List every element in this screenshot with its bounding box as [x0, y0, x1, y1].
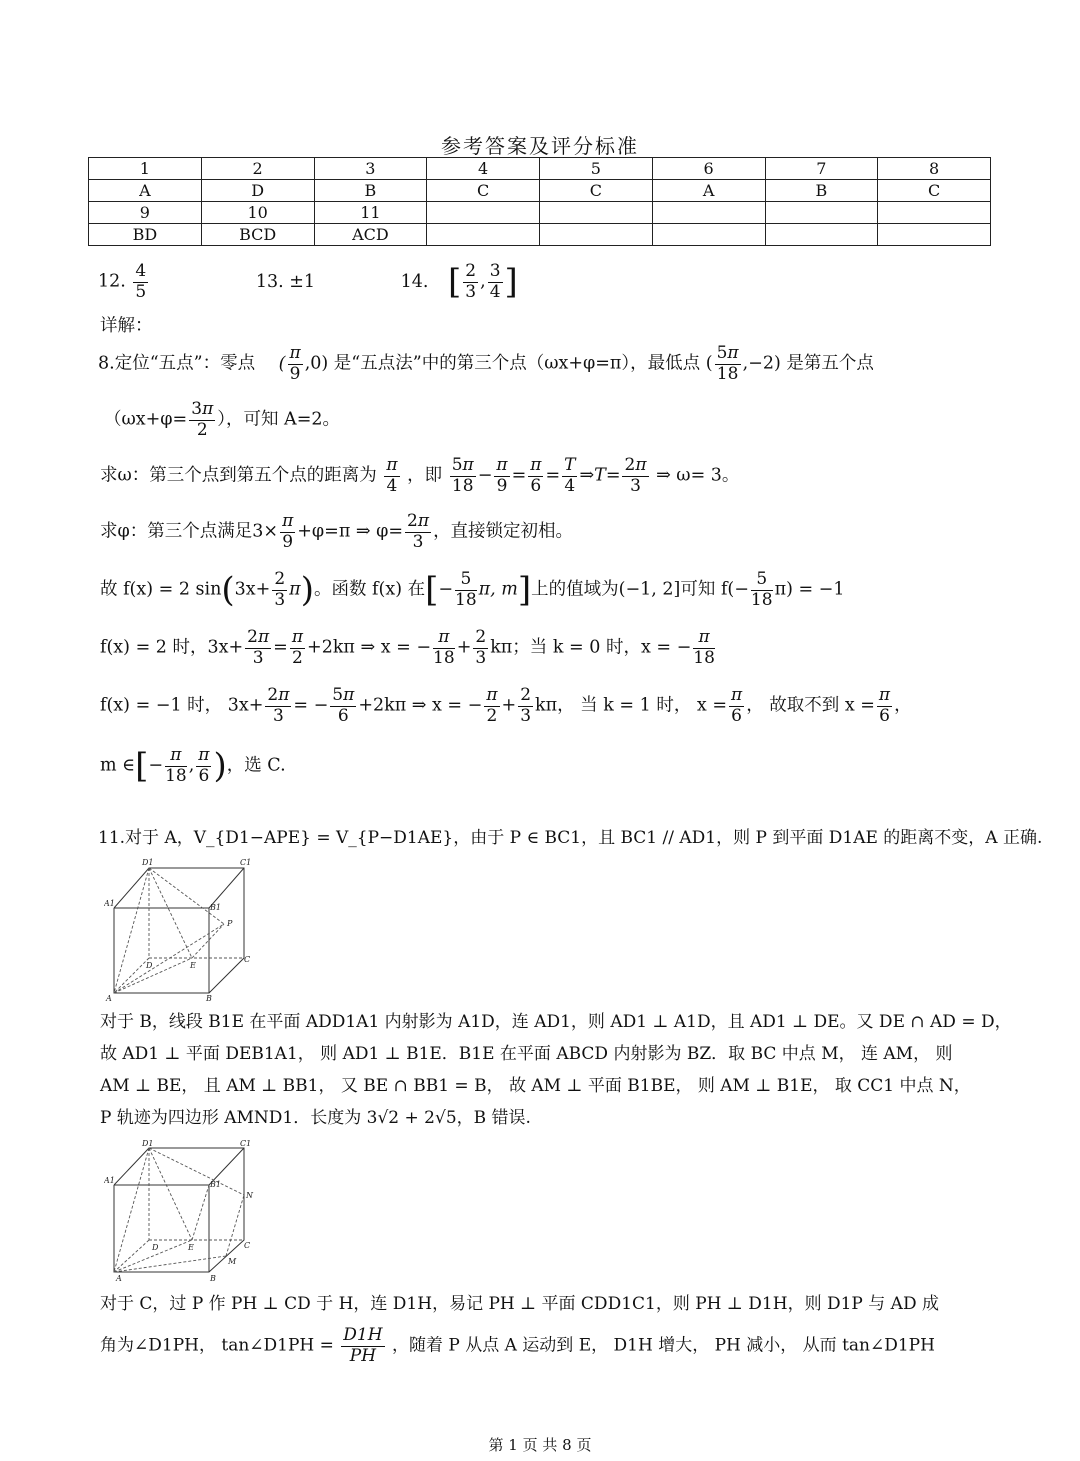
- fig-label: A1: [104, 899, 115, 908]
- fig-label: M: [228, 1257, 237, 1266]
- fig-label: C1: [240, 858, 252, 867]
- table-cell: D: [201, 180, 314, 202]
- table-cell: C: [878, 180, 991, 202]
- q8-line-7: f(x) = −1 时， 3x+ $\frac{2\pi}{3}$ = − $\frac{5\pi}{6}$ +2kπ ⇒ x = − $\frac{\pi}{2}$ + $\frac{2}{3}$ kπ， 当 k = 1 时， x = $\frac{\pi}{6}$ ， 故取不到 x = $\frac{\pi}{6}$ ，: [100, 685, 912, 726]
- frac-num: D1H: [343, 1325, 383, 1345]
- fig-label: C: [244, 1241, 251, 1250]
- q14-a-den: 3: [465, 281, 477, 302]
- q8-line-6: f(x) = 2 时，3x+ $\frac{2\pi}{3}$ = $\frac{\pi}{2}$ +2kπ ⇒ x = − $\frac{\pi}{18}$ + $\frac{2}{3}$ kπ；当 k = 0 时，x = − $\frac{\pi}{18}$: [100, 627, 715, 668]
- fig-label: B1: [210, 903, 221, 912]
- fig-label: B: [206, 994, 212, 1003]
- fig-label: A: [106, 994, 112, 1003]
- fig-label: B: [210, 1274, 216, 1283]
- q14-frac-a: [463, 262, 478, 302]
- q8-text: ， 故取不到 x =: [746, 695, 875, 716]
- table-cell: 5: [540, 158, 653, 180]
- table-cell: 10: [201, 202, 314, 224]
- table-cell: 8: [878, 158, 991, 180]
- q11-b-line-3: AM ⊥ BE， 且 AM ⊥ BB1， 又 BE ∩ BB1 = B， 故 AM ⊥ 平面 B1BE， 则 AM ⊥ B1E， 取 CC1 中点 N，: [100, 1076, 971, 1096]
- q8-text: 故 f(x) = 2 sin: [100, 579, 222, 600]
- q8-text: 是第五个点: [786, 353, 874, 374]
- q8-text: 。函数 f(x) 在: [313, 579, 426, 600]
- q11-c-line-1: 对于 C，过 P 作 PH ⊥ CD 于 H，连 D1H，易记 PH ⊥ 平面 CDD1C1，则 PH ⊥ D1H，则 D1P 与 AD 成: [100, 1294, 939, 1314]
- q8-text: ），可知 A=2。: [217, 409, 340, 430]
- q8-text: f(x) = 2 时，3x+: [100, 637, 244, 658]
- table-cell: [878, 224, 991, 246]
- q8-text: = −: [293, 695, 329, 716]
- table-cell: C: [540, 180, 653, 202]
- table-cell: 4: [427, 158, 540, 180]
- detail-label: 详解：: [100, 316, 153, 336]
- q14-b-den: 4: [489, 281, 501, 302]
- table-row: [89, 158, 991, 180]
- q8-text: kπ；当 k = 0 时，x = −: [490, 637, 692, 658]
- fig-label: C: [244, 955, 251, 964]
- q11-c-text: 角为∠D1PH， tan∠D1PH =: [100, 1335, 334, 1356]
- table-cell: 2: [201, 158, 314, 180]
- q8-text: ，直接锁定初相。: [433, 521, 574, 542]
- q8-text: ⇒ ω= 3。: [656, 465, 740, 486]
- table-cell: 9: [89, 202, 202, 224]
- table-cell: [427, 202, 540, 224]
- q8-text: 求ω：第三个点到第五个点的距离为: [100, 465, 377, 486]
- fig-label: P: [227, 919, 233, 928]
- q8-text: 求φ：第三个点满足3×: [100, 521, 279, 542]
- q12-fraction: [133, 262, 148, 302]
- q8-text: +2kπ ⇒ x = −: [307, 637, 432, 658]
- page-title: 参考答案及评分标准: [441, 134, 639, 158]
- table-cell: 7: [765, 158, 878, 180]
- table-row: [89, 224, 991, 246]
- fig-label: E: [190, 961, 196, 970]
- cube-figure-2: [104, 1140, 254, 1285]
- fig-label: C1: [240, 1140, 252, 1148]
- fig-label: A1: [104, 1176, 115, 1185]
- table-cell: [540, 202, 653, 224]
- cube-figure-1: [104, 858, 254, 1003]
- table-cell: B: [765, 180, 878, 202]
- q8-text: ，即: [407, 465, 443, 486]
- table-row: [89, 202, 991, 224]
- fig-label: D: [152, 1243, 159, 1252]
- q14-b-num: 3: [489, 261, 501, 281]
- answer-table: [88, 157, 991, 246]
- q8-text: 是“五点法”中的第三个点（ωx+φ=π），最低点: [333, 353, 701, 374]
- q8-text: ，选 C.: [226, 755, 286, 776]
- q8-text: π) = −1: [774, 579, 845, 600]
- q12-label: 12.: [98, 271, 126, 292]
- q8-text: kπ， 当 k = 1 时， x =: [535, 695, 727, 716]
- q8-text: +2kπ ⇒ x = −: [358, 695, 483, 716]
- q14-frac-b: [488, 262, 503, 302]
- q8-text: m ∈: [100, 755, 136, 776]
- q11-a-text: 11.对于 A，V_{D1−APE} = V_{P−D1AE}，由于 P ∈ BC1，且 BC1 // AD1，则 P 到平面 D1AE 的距离不变，A 正确.: [98, 828, 1043, 848]
- fig-label: D1: [142, 1140, 154, 1148]
- q11-b-line-4: P 轨迹为四边形 AMND1．长度为 3√2 + 2√5，B 错误.: [100, 1108, 531, 1128]
- q12-den: 5: [135, 281, 147, 302]
- fig-label: E: [188, 1243, 194, 1252]
- fig-label: B1: [210, 1180, 221, 1189]
- table-cell: BD: [89, 224, 202, 246]
- table-cell: 11: [314, 202, 427, 224]
- fig-label: A: [116, 1274, 122, 1283]
- q8-line-3: 求ω：第三个点到第五个点的距离为 $\frac{\pi}{4}$ ，即 $\frac{5\pi}{18}$ − $\frac{\pi}{9}$ = $\frac{\pi}{6}$ = $\frac{T}{4}$ ⇒T= $\frac{2\pi}{3}$ ⇒ ω= 3。: [100, 455, 740, 496]
- q8-text: +φ=π ⇒ φ=: [297, 521, 404, 542]
- q8-line-4: 求φ：第三个点满足3× $\frac{\pi}{9}$ +φ=π ⇒ φ= $\frac{2\pi}{3}$ ，直接锁定初相。: [100, 511, 574, 552]
- fill-in-answers: 12. $\frac{4}{5}$ 13. ±1 14. [ $\frac{2}{3}$ , $\frac{3}{4}$ ]: [98, 261, 518, 303]
- table-cell: [652, 224, 765, 246]
- table-cell: ACD: [314, 224, 427, 246]
- frac-den: PH: [349, 1345, 377, 1366]
- q8-text: 上的值域为(−1, 2]可知 f(−: [531, 579, 749, 600]
- q13-answer: 13. ±1: [255, 271, 316, 292]
- tan-fraction: [341, 1326, 384, 1366]
- q11-b-line-1: 对于 B，线段 B1E 在平面 ADD1A1 内射影为 A1D，连 AD1，则 AD1 ⊥ A1D，且 AD1 ⊥ DE。又 DE ∩ AD = D，: [100, 1012, 1012, 1032]
- q8-text: f(x) = −1 时， 3x+: [100, 695, 264, 716]
- q8-text: ，: [894, 695, 912, 716]
- q14-a-num: 2: [465, 261, 477, 281]
- table-cell: C: [427, 180, 540, 202]
- fig-label: N: [246, 1191, 253, 1200]
- q8-text: （ωx+φ=: [104, 409, 188, 430]
- table-cell: BCD: [201, 224, 314, 246]
- table-cell: A: [652, 180, 765, 202]
- table-cell: A: [89, 180, 202, 202]
- table-cell: B: [314, 180, 427, 202]
- table-cell: [652, 202, 765, 224]
- table-cell: [765, 224, 878, 246]
- q8-text: 8.定位“五点”：零点: [98, 353, 256, 374]
- table-cell: [765, 202, 878, 224]
- q11-b-line-2: 故 AD1 ⊥ 平面 DEB1A1， 则 AD1 ⊥ B1E．B1E 在平面 ABCD 内射影为 BZ．取 BC 中点 M， 连 AM， 则: [100, 1044, 953, 1064]
- table-cell: 6: [652, 158, 765, 180]
- q11-c-line-2: [100, 1326, 935, 1366]
- table-cell: [540, 224, 653, 246]
- q8-line-2: （ωx+φ= $\frac{3\pi}{2}$ ），可知 A=2。: [104, 399, 340, 440]
- q8-line-8: m ∈[− $\frac{\pi}{18}$ , $\frac{\pi}{6}$ )，选 C.: [100, 745, 286, 787]
- q8-line-1: 8.定位“五点”：零点 ( $\frac{\pi}{9}$ ,0) 是“五点法”中的第三个点（ωx+φ=π），最低点 ( $\frac{5\pi}{18}$ ,−2) 是第五个点: [98, 343, 874, 384]
- page-footer: 第 1 页 共 8 页: [488, 1436, 592, 1454]
- fig-label: D: [146, 961, 153, 970]
- q8-line-5: 故 f(x) = 2 sin(3x+ $\frac{2}{3}$ π)。函数 f(x) 在[− $\frac{5}{18}$ π, m]上的值域为(−1, 2]可知 f(− $\frac{5}{18}$ π) = −1: [100, 569, 845, 611]
- table-row: [89, 180, 991, 202]
- table-cell: [427, 224, 540, 246]
- q11-c-text: ，随着 P 从点 A 运动到 E， D1H 增大， PH 减小， 从而 tan∠D1PH: [391, 1335, 935, 1356]
- table-cell: [878, 202, 991, 224]
- fig-label: D1: [142, 858, 154, 867]
- table-cell: 1: [89, 158, 202, 180]
- q12-num: 4: [135, 261, 147, 281]
- q14-label: 14.: [400, 271, 429, 292]
- table-cell: 3: [314, 158, 427, 180]
